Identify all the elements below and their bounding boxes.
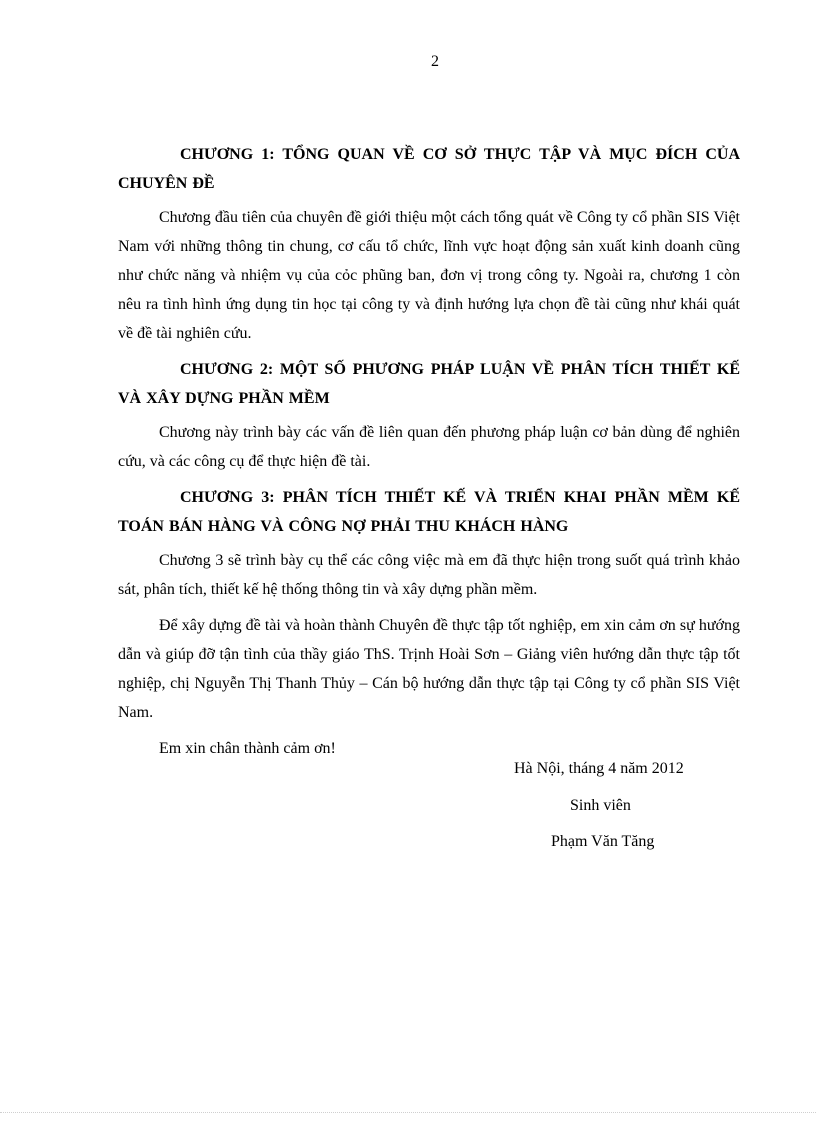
thanks-line: Em xin chân thành cảm ơn! <box>159 740 336 757</box>
page-number: 2 <box>431 53 439 70</box>
signature-role: Sinh viên <box>570 797 631 814</box>
chapter-3-heading: CHƯƠNG 3: PHÂN TÍCH THIẾT KẾ VÀ TRIỂN KHAI PHẦN MỀM KẾ TOÁN BÁN HÀNG VÀ CÔNG NỢ PHẢI THU KHÁCH HÀNG <box>118 489 740 535</box>
acknowledgement-paragraph: Để xây dựng đề tài và hoàn thành Chuyên đề thực tập tốt nghiệp, em xin cảm ơn sự hướng dẫn và giúp đỡ tận tình của thầy giáo ThS. Trịnh Hoài Sơn – Giảng viên hướng dẫn thực tập tốt nghiệp, chị Nguyễn Thị Thanh Thủy – Cán bộ hướng dẫn thực tập tại Công ty cổ phần SIS Việt Nam. <box>118 617 740 721</box>
signature-place-date: Hà Nội, tháng 4 năm 2012 <box>514 760 684 777</box>
chapter-2-heading: CHƯƠNG 2: MỘT SỐ PHƯƠNG PHÁP LUẬN VỀ PHÂN TÍCH THIẾT KẾ VÀ XÂY DỰNG PHẦN MỀM <box>118 361 740 407</box>
document-body <box>118 140 740 770</box>
chapter-3-summary: Chương 3 sẽ trình bày cụ thể các công việc mà em đã thực hiện trong suốt quá trình khảo sát, phân tích, thiết kế hệ thống thông tin và xây dựng phần mềm. <box>118 552 740 598</box>
chapter-1-summary: Chương đầu tiên của chuyên đề giới thiệu một cách tổng quát về Công ty cổ phần SIS Việt Nam với những thông tin chung, cơ cấu tổ chức, lĩnh vực hoạt động sản xuất kinh doanh cũng như chức năng và nhiệm vụ của cỏc phũng ban, đơn vị trong công ty. Ngoài ra, chương 1 còn nêu ra tình hình ứng dụng tin học tại công ty và định hướng lựa chọn đề tài cũng như khái quát về đề tài nghiên cứu. <box>118 209 740 342</box>
page-bottom-divider <box>0 1112 816 1113</box>
signature-name: Phạm Văn Tăng <box>551 833 655 850</box>
chapter-2-summary: Chương này trình bày các vấn đề liên quan đến phương pháp luận cơ bản dùng để nghiên cứu, và các công cụ để thực hiện đề tài. <box>118 424 740 470</box>
chapter-1-heading: CHƯƠNG 1: TỔNG QUAN VỀ CƠ SỞ THỰC TẬP VÀ MỤC ĐÍCH CỦA CHUYÊN ĐỀ <box>118 146 740 192</box>
